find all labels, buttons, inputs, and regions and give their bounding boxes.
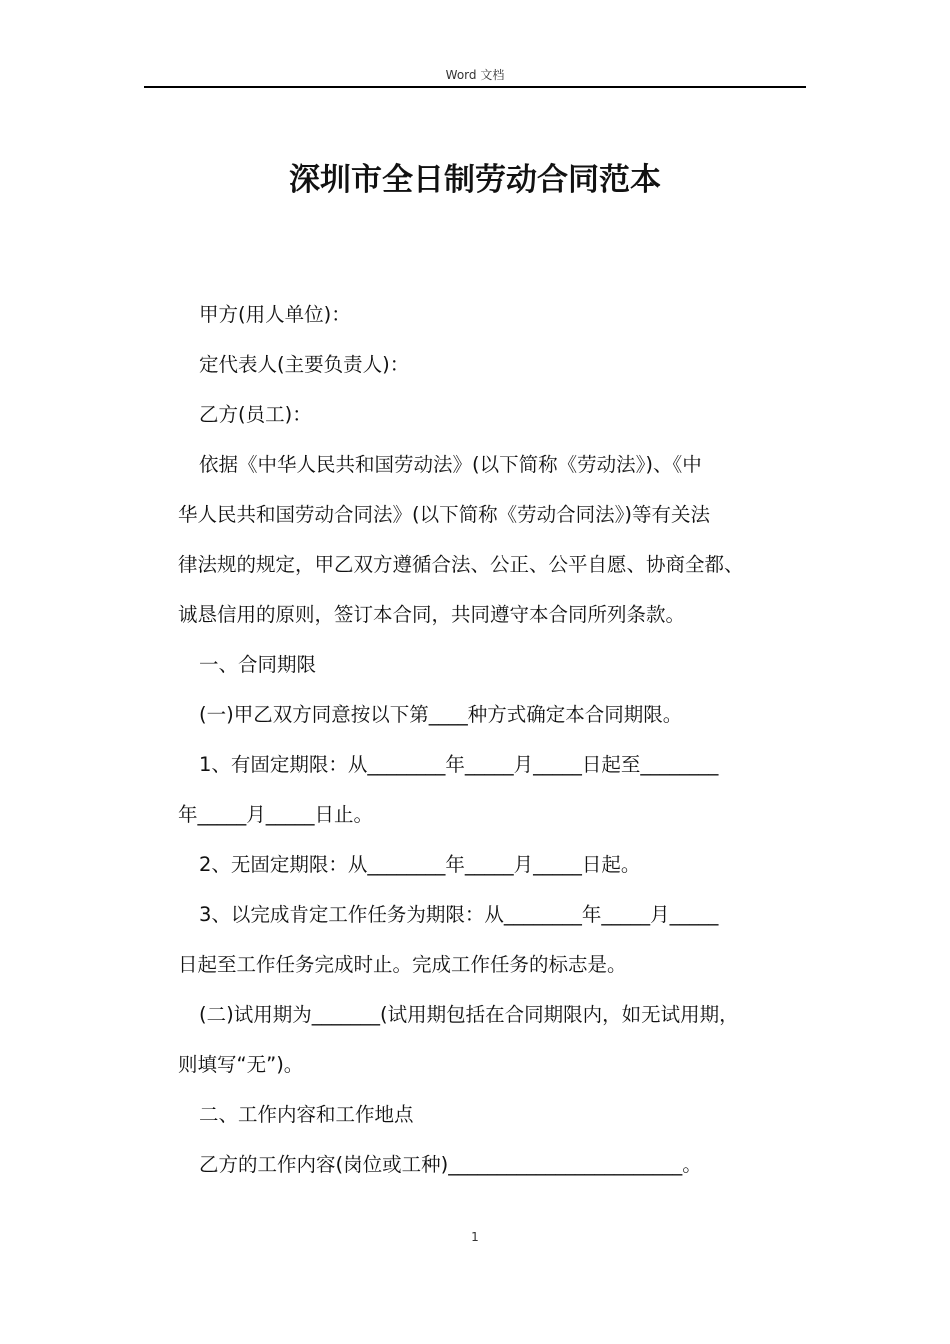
preamble-line-1: 依据《中华人民共和国劳动法》(以下简称《劳动法》)、《中	[199, 453, 702, 476]
preamble-line-2: 华人民共和国劳动合同法》(以下简称《劳动合同法》)等有关法	[178, 503, 710, 526]
preamble-line-4: 诚恳信用的原则，签订本合同，共同遵守本合同所列条款。	[178, 603, 686, 626]
section-heading-term: 一、合同期限	[199, 653, 317, 676]
section-heading-work: 二、工作内容和工作地点	[199, 1103, 414, 1126]
page-header: Word 文档	[445, 68, 505, 82]
clause-task-term-line-2: 日起至工作任务完成时止。完成工作任务的标志是。	[178, 953, 627, 976]
page-number: 1	[471, 1230, 479, 1244]
party-b-line: 乙方(员工)：	[199, 403, 312, 426]
document-body	[178, 290, 818, 1190]
document-title: 深圳市全日制劳动合同范本	[289, 162, 661, 198]
clause-fixed-term-line-1: 1、有固定期限：从________年_____月_____日起至________	[199, 753, 719, 776]
clause-probation-line-2: 则填写“无”)。	[178, 1053, 304, 1076]
legal-representative-line: 定代表人(主要负责人)：	[199, 353, 410, 376]
preamble-line-3: 律法规的规定，甲乙双方遵循合法、公正、公平自愿、协商全都、	[178, 553, 744, 576]
clause-probation-line-1: (二)试用期为_______(试用期包括在合同期限内，如无试用期，	[199, 1003, 739, 1026]
header-divider	[144, 86, 806, 88]
party-a-line: 甲方(用人单位)：	[199, 303, 351, 326]
clause-fixed-term-line-2: 年_____月_____日止。	[178, 803, 374, 826]
clause-task-term-line-1: 3、以完成肯定工作任务为期限：从________年_____月_____	[199, 903, 719, 926]
clause-open-term: 2、无固定期限：从________年_____月_____日起。	[199, 853, 641, 876]
clause-term-method: (一)甲乙双方同意按以下第____种方式确定本合同期限。	[199, 703, 683, 726]
clause-work-content: 乙方的工作内容(岗位或工种)________________________。	[199, 1153, 702, 1176]
